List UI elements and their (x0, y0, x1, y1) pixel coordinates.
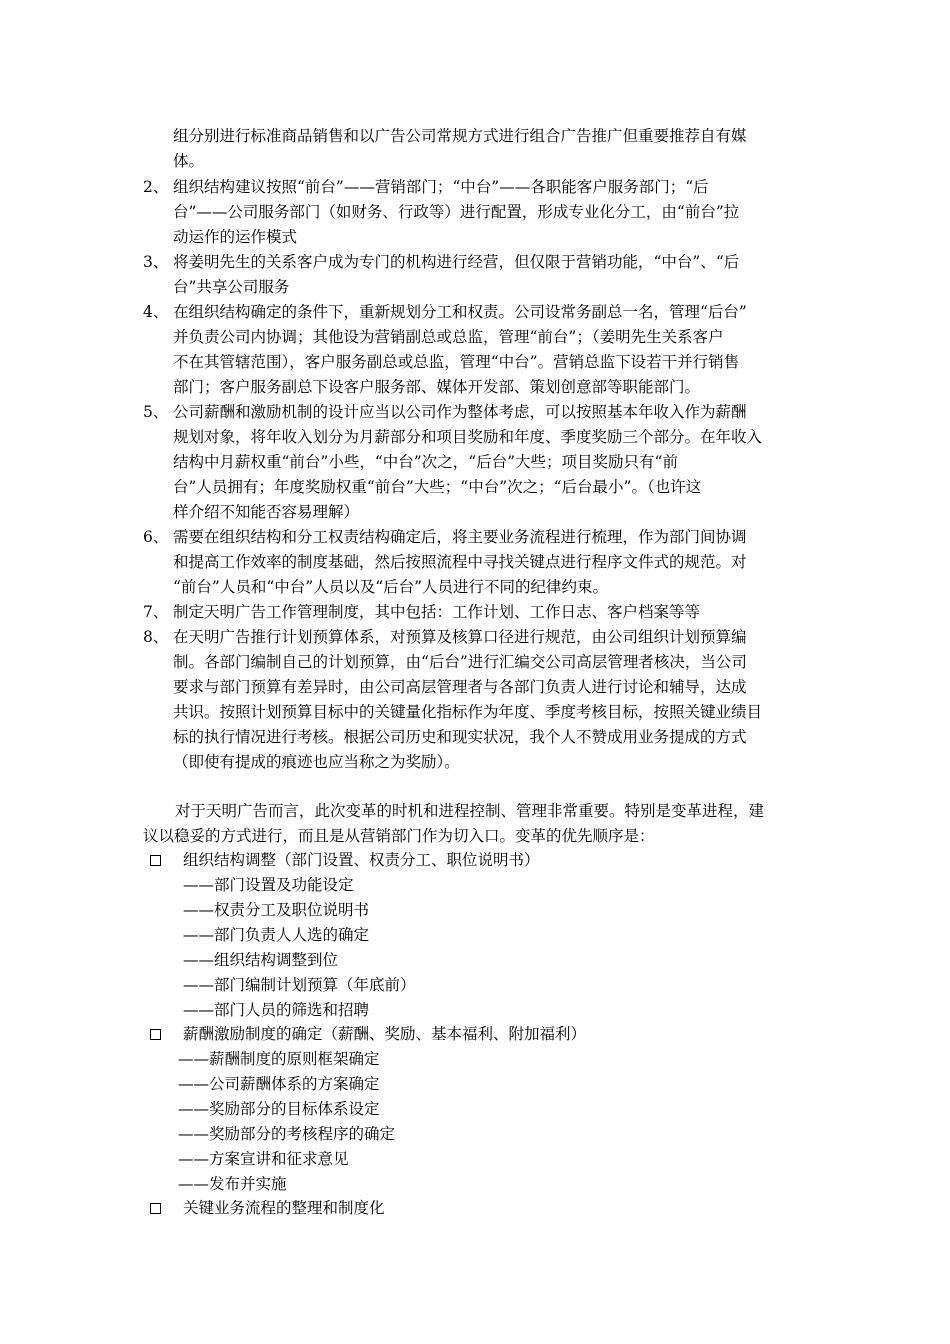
item-line: 规划对象，将年收入划分为月薪部分和项目奖励和年度、季度奖励三个部分。在年收入 (173, 428, 763, 446)
checklist-subitem: ——部门人员的筛选和招聘 (183, 1001, 370, 1019)
item-line: 动运作的运作模式 (173, 228, 298, 246)
item-line: “前台”人员和“中台”人员以及“后台”人员进行不同的纪律约束。 (173, 578, 609, 596)
item-line: 和提高工作效率的制度基础，然后按照流程中寻找关键点进行程序文件式的规范。对 (173, 553, 747, 571)
checkbox-icon (150, 1029, 161, 1040)
checklist-subitem: ——薪酬制度的原则框架确定 (178, 1050, 380, 1068)
item-line: 要求与部门预算有差异时，由公司高层管理者与各部门负责人进行讨论和辅导，达成 (173, 678, 747, 696)
intro-line: 体。 (173, 152, 205, 170)
checklist-subitem: ——奖励部分的目标体系设定 (178, 1100, 380, 1118)
checklist-subitem: ——权责分工及职位说明书 (183, 901, 370, 919)
item-line: 不在其管辖范围），客户服务副总或总监，管理“中台”。营销总监下设若干并行销售 (173, 353, 740, 371)
item-line: （即使有提成的痕迹也应当称之为奖励）。 (173, 753, 460, 771)
item-line: 公司薪酬和激励机制的设计应当以公司作为整体考虑，可以按照基本年收入作为薪酬 (173, 403, 747, 421)
paragraph-line: 对于天明广告而言，此次变革的时机和进程控制、管理非常重要。特别是变革进程，建 (175, 802, 765, 820)
checklist-subitem: ——部门设置及功能设定 (183, 876, 354, 894)
checklist-subitem: ——公司薪酬体系的方案确定 (178, 1075, 380, 1093)
item-line: 在天明广告推行计划预算体系，对预算及核算口径进行规范，由公司组织计划预算编 (173, 628, 747, 646)
checklist-subitem: ——组织结构调整到位 (183, 951, 339, 969)
item-number: 2、 (143, 178, 169, 196)
checklist-label: 关键业务流程的整理和制度化 (183, 1199, 385, 1217)
item-line: 组织结构建议按照“前台”——营销部门；“中台”——各职能客户服务部门；“后 (173, 178, 709, 196)
checklist-subitem: ——奖励部分的考核程序的确定 (178, 1125, 396, 1143)
checklist-subitem: ——方案宣讲和征求意见 (178, 1150, 349, 1168)
checkbox-icon (150, 1203, 161, 1214)
item-line: 样介绍不知能否容易理解） (173, 503, 360, 521)
paragraph-line: 议以稳妥的方式进行，而且是从营销部门作为切入口。变革的优先顺序是： (143, 827, 655, 845)
item-line: 制。各部门编制自己的计划预算，由“后台”进行汇编交公司高层管理者核决，当公司 (173, 653, 747, 671)
item-line: 在组织结构确定的条件下，重新规划分工和权责。公司设常务副总一名，管理“后台” (173, 303, 747, 321)
item-line: 需要在组织结构和分工权责结构确定后，将主要业务流程进行梳理，作为部门间协调 (173, 528, 747, 546)
checklist-label: 薪酬激励制度的确定（薪酬、奖励、基本福利、附加福利） (183, 1025, 587, 1043)
intro-line: 组分别进行标准商品销售和以广告公司常规方式进行组合广告推广但重要推荐自有媒 (173, 127, 747, 145)
item-number: 6、 (143, 528, 169, 546)
item-number: 3、 (143, 253, 169, 271)
item-line: 共识。按照计划预算目标中的关键量化指标作为年度、季度考核目标，按照关键业绩目 (173, 703, 763, 721)
item-line: 将姜明先生的关系客户成为专门的机构进行经营，但仅限于营销功能，“中台”、“后 (173, 253, 740, 271)
item-line: 台”共享公司服务 (173, 278, 290, 296)
checklist-subitem: ——部门编制计划预算（年底前） (183, 976, 416, 994)
item-number: 7、 (143, 603, 169, 621)
checklist-subitem: ——部门负责人人选的确定 (183, 926, 370, 944)
item-line: 部门；客户服务副总下设客户服务部、媒体开发部、策划创意部等职能部门。 (173, 378, 701, 396)
item-number: 5、 (143, 403, 169, 421)
checklist-subitem: ——发布并实施 (178, 1175, 287, 1193)
checklist-label: 组织结构调整（部门设置、权责分工、职位说明书） (183, 851, 540, 869)
item-line: 台”人员拥有；年度奖励权重“前台”大些；“中台”次之；“后台最小”。（也许这 (173, 478, 702, 496)
item-line: 制定天明广告工作管理制度，其中包括：工作计划、工作日志、客户档案等等 (173, 603, 701, 621)
item-number: 4、 (143, 303, 169, 321)
item-line: 并负责公司内协调；其他设为营销副总或总监，管理“前台”；（姜明先生关系客户 (173, 328, 724, 346)
item-number: 8、 (143, 628, 169, 646)
item-line: 标的执行情况进行考核。根据公司历史和现实状况，我个人不赞成用业务提成的方式 (173, 728, 747, 746)
item-line: 台”——公司服务部门（如财务、行政等）进行配置，形成专业化分工，由“前台”拉 (173, 203, 740, 221)
item-line: 结构中月薪权重“前台”小些，“中台”次之，“后台”大些；项目奖励只有“前 (173, 453, 678, 471)
checkbox-icon (150, 855, 161, 866)
